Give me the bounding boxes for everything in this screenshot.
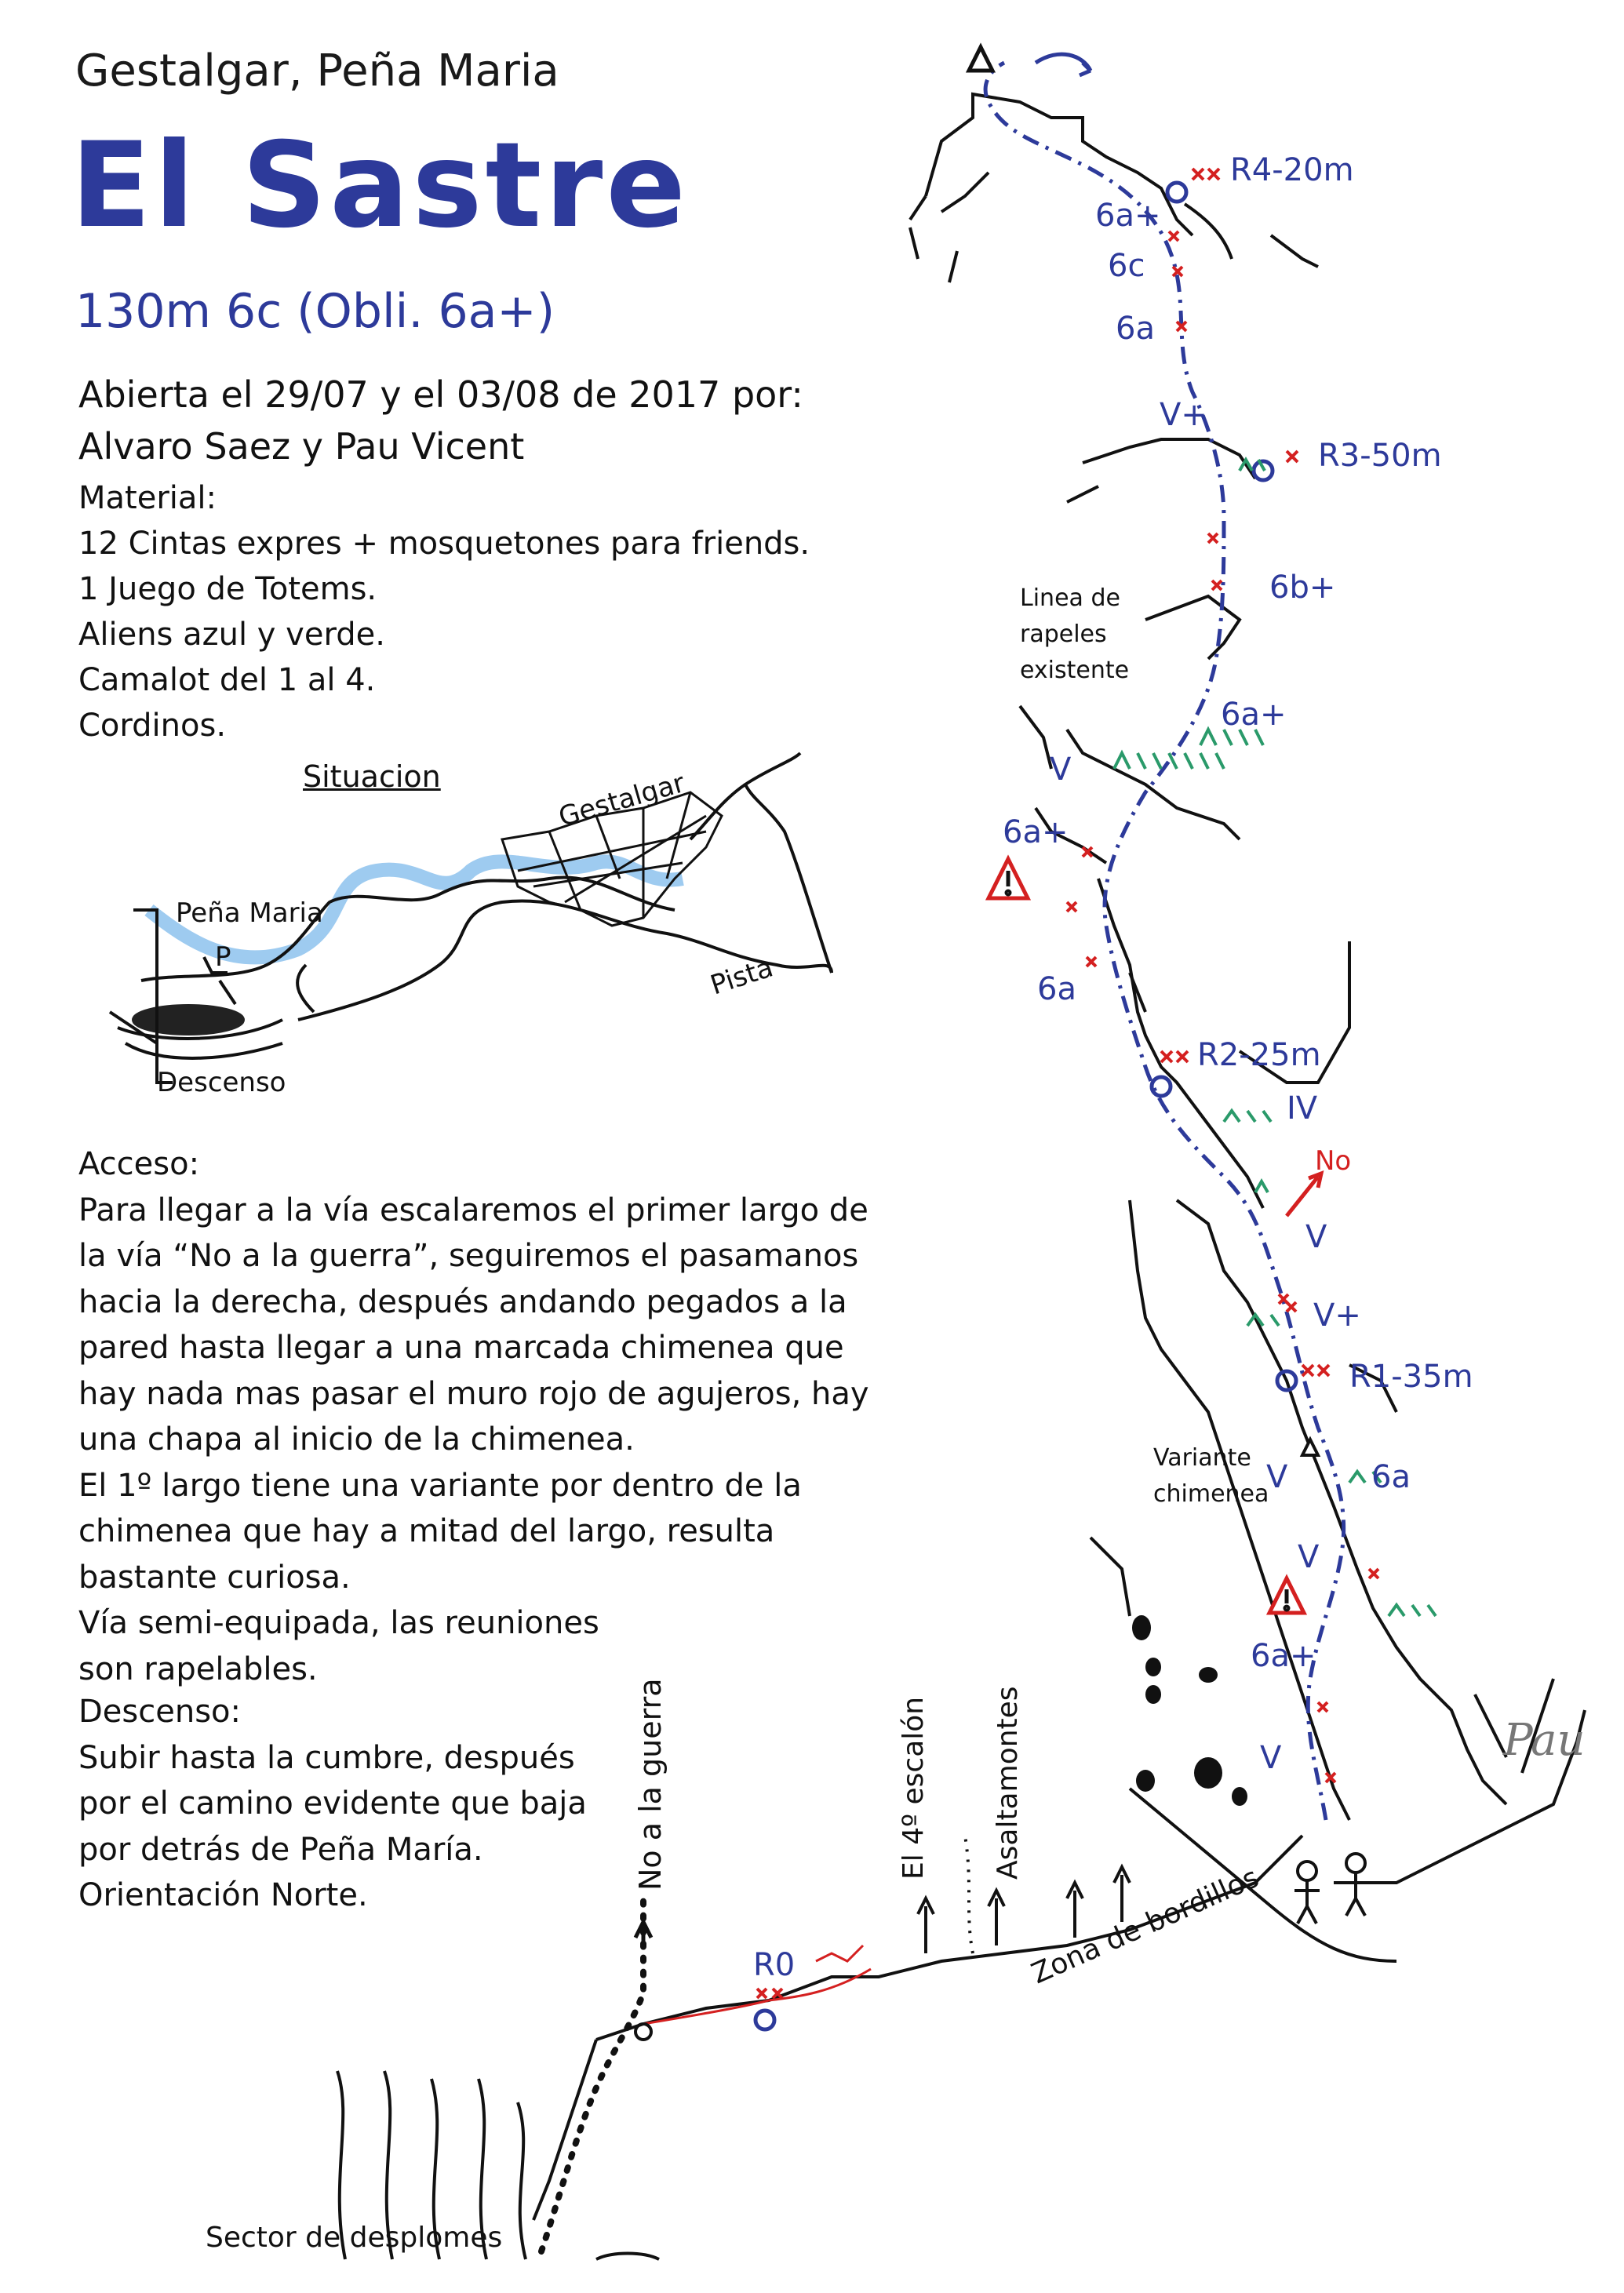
access-line: la vía “No a la guerra”, seguiremos el pasamanos: [78, 1238, 859, 1274]
opened-date: Abierta el 29/07 y el 03/08 de 2017 por:: [78, 373, 803, 416]
location-subtitle: Gestalgar, Peña Maria: [75, 45, 559, 96]
grade-label: 6b+: [1269, 570, 1336, 606]
grade-label: V+: [1160, 397, 1207, 433]
descent-line: por el camino evidente que baja: [78, 1785, 587, 1822]
note-variant-chimney: [1153, 1440, 1269, 1512]
opening-info: [78, 369, 803, 472]
access-line: chimenea que hay a mitad del largo, resulta: [78, 1513, 775, 1549]
note-line: rapeles: [1020, 621, 1107, 648]
access-line: El 1º largo tiene una variante por dentro de la: [78, 1467, 802, 1504]
descent-line: por detrás de Peña María.: [78, 1831, 483, 1868]
note-rappel-line: [1020, 581, 1129, 689]
material-line: 1 Juego de Totems.: [78, 571, 377, 607]
access-line: hacia la derecha, después andando pegados a la: [78, 1283, 847, 1320]
grade-label: IV: [1287, 1090, 1318, 1126]
label-no-a-la-guerra: No a la guerra: [633, 1678, 668, 1891]
descent-line: Descenso:: [78, 1694, 241, 1730]
note-line: chimenea: [1153, 1480, 1269, 1508]
map-label-track: Pista: [706, 952, 777, 1002]
grade-label: 6a+: [1095, 198, 1161, 234]
access-line: una chapa al inicio de la chimenea.: [78, 1421, 635, 1458]
grade-label: V: [1260, 1740, 1282, 1776]
route-line: [985, 63, 1344, 1820]
summit-icon: [969, 47, 992, 71]
grade-label: V: [1050, 752, 1072, 788]
material-line: Aliens azul y verde.: [78, 617, 385, 653]
map-label-parking: P: [215, 941, 231, 973]
descent-text: [78, 1689, 587, 1919]
grade-label: 6a+: [1221, 697, 1287, 733]
access-line: Acceso:: [78, 1146, 200, 1182]
relay-r2: R2-25m: [1197, 1037, 1321, 1073]
grade-label: 6a: [1371, 1459, 1411, 1495]
grade-label: V: [1298, 1539, 1320, 1575]
access-line: pared hasta llegar a una marcada chimenea que: [78, 1330, 844, 1366]
map-label-descent: Descenso: [157, 1067, 286, 1098]
grade-label: 6a: [1116, 311, 1155, 347]
access-text: [78, 1141, 869, 1692]
no-label: No: [1315, 1145, 1352, 1177]
note-line: existente: [1020, 657, 1130, 684]
relay-r4: R4-20m: [1230, 152, 1354, 188]
label-zona-bordillos: Zona de bordillos: [1026, 1861, 1264, 1991]
map-label-crag: Peña Maria: [176, 897, 323, 929]
authors: Alvaro Saez y Pau Vicent: [78, 425, 525, 468]
access-line: bastante curiosa.: [78, 1559, 351, 1596]
relay-r1: R1-35m: [1349, 1359, 1473, 1395]
situation-title: Situacion: [303, 759, 441, 794]
access-line: hay nada mas pasar el muro rojo de agujeros, hay: [78, 1375, 869, 1412]
relay-r0: R0: [753, 1947, 796, 1983]
label-asaltamontes: Asaltamontes: [992, 1686, 1024, 1880]
descent-line: Subir hasta la cumbre, después: [78, 1739, 575, 1776]
grade-label: 6a: [1037, 971, 1076, 1007]
material-line: 12 Cintas expres + mosquetones para friends.: [78, 526, 810, 562]
grade-label: 6a+: [1251, 1638, 1316, 1674]
material-line: Cordinos.: [78, 708, 227, 744]
label-sector-desplomes: Sector de desplomes: [206, 2222, 503, 2254]
note-line: Linea de: [1020, 584, 1120, 612]
material-line: Material:: [78, 480, 217, 516]
access-line: son rapelables.: [78, 1651, 318, 1687]
grade-label: 6a+: [1003, 814, 1069, 850]
grade-label: V+: [1313, 1298, 1361, 1334]
grade-label: V: [1305, 1219, 1327, 1255]
access-line: Vía semi-equipada, las reuniones: [78, 1605, 599, 1641]
climber-figures: [1294, 1854, 1368, 1924]
material-line: Camalot del 1 al 4.: [78, 662, 376, 698]
map-label-town: Gestalgar: [555, 767, 689, 833]
descent-line: Orientación Norte.: [78, 1877, 368, 1913]
route-title: El Sastre: [71, 118, 690, 254]
grade-label: V: [1266, 1459, 1288, 1495]
material-list: [78, 475, 810, 748]
pena-maria-crag: [133, 1006, 243, 1034]
signature: Pau: [1503, 1715, 1586, 1766]
grade-label: 6c: [1108, 248, 1145, 284]
route-grade: 130m 6c (Obli. 6a+): [75, 284, 555, 339]
label-cuarto-escalon: El 4º escalón: [898, 1696, 930, 1880]
note-line: Variante: [1153, 1444, 1251, 1472]
relay-r3: R3-50m: [1318, 438, 1442, 474]
access-line: Para llegar a la vía escalaremos el primer largo de: [78, 1192, 868, 1228]
